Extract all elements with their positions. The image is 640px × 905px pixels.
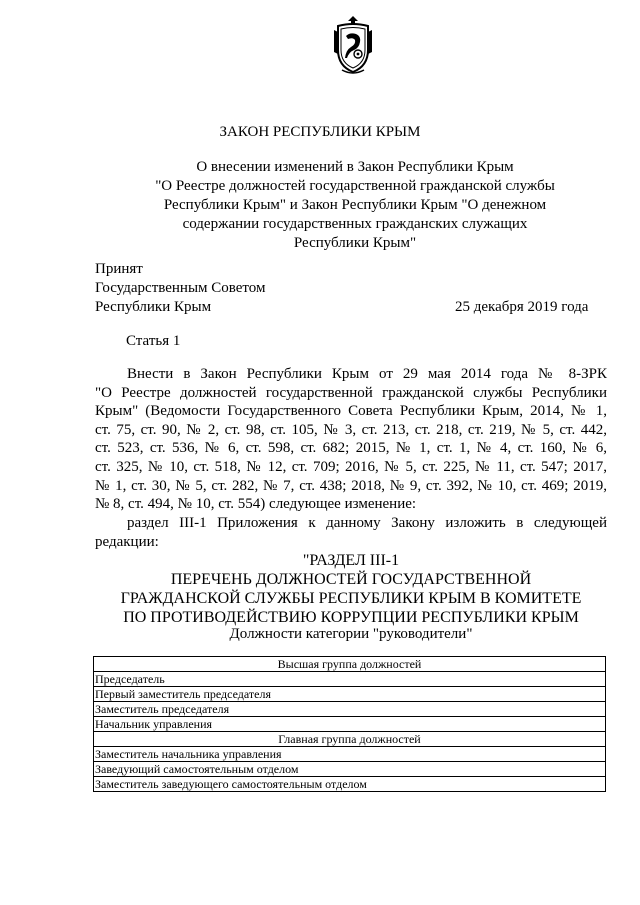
section-heading: [95, 551, 607, 627]
instruction-paragraph: [95, 514, 607, 551]
category-heading: Должности категории "руководители": [229, 626, 473, 642]
adoption-line: Принят: [95, 261, 143, 277]
paragraph-line: Крым" (Ведомости Государственного Совета Республики Крым, 2014, № 1,: [95, 403, 607, 420]
position-cell: Заместитель заведующего самостоятельным отделом: [94, 777, 606, 792]
subject-line: Республики Крым": [293, 235, 417, 251]
position-cell: Заведующий самостоятельным отделом: [94, 762, 606, 777]
paragraph-line: ст. 325, № 10, ст. 518, № 12, ст. 709; 2016, № 5, ст. 225, № 11, ст. 547; 2017,: [95, 458, 607, 475]
position-cell: Заместитель председателя: [94, 702, 606, 717]
table-row: [94, 732, 606, 747]
subject-line: О внесении изменений в Закон Республики Крым: [196, 159, 514, 175]
law-subject: [95, 158, 615, 253]
paragraph-line: ст. 523, ст. 536, № 6, ст. 598, ст. 682; 2015, № 1, ст. 1, № 4, ст. 160, № 6,: [95, 440, 607, 457]
paragraph-line: "О Реестре должностей государственной гражданской службы Республики: [95, 384, 607, 401]
adoption-line: Республики Крым: [95, 299, 212, 315]
paragraph-line: редакции:: [95, 533, 159, 550]
positions-table: [93, 656, 606, 792]
coat-of-arms-icon: [330, 14, 376, 74]
table-row: [94, 672, 606, 687]
table-row: [94, 747, 606, 762]
paragraph-line: раздел III-1 Приложения к данному Закону изложить в следующей: [127, 515, 607, 531]
position-cell: Заместитель начальника управления: [94, 747, 606, 762]
table-row: [94, 777, 606, 792]
section-heading-line: ГРАЖДАНСКОЙ СЛУЖБЫ РЕСПУБЛИКИ КРЫМ В КОМИТЕТЕ: [120, 590, 582, 607]
table-row: [94, 657, 606, 672]
adoption-date: 25 декабря 2019 года: [455, 299, 589, 315]
table-row: [94, 687, 606, 702]
table-row: [94, 762, 606, 777]
article-paragraph: [95, 365, 607, 514]
table-row: [94, 702, 606, 717]
group-heading-cell: Высшая группа должностей: [94, 657, 606, 672]
paragraph-line: Внести в Закон Республики Крым от 29 мая 2014 года № 8-ЗРК: [127, 366, 607, 382]
section-heading-line: ПЕРЕЧЕНЬ ДОЛЖНОСТЕЙ ГОСУДАРСТВЕННОЙ: [170, 571, 532, 588]
group-heading-cell: Главная группа должностей: [94, 732, 606, 747]
subject-line: Республики Крым" и Закон Республики Крым "О денежном: [163, 197, 547, 213]
paragraph-line: ст. 75, ст. 90, № 2, ст. 98, ст. 105, № 3, ст. 213, ст. 218, ст. 219, № 5, ст. 442,: [95, 421, 607, 438]
position-cell: Первый заместитель председателя: [94, 687, 606, 702]
position-cell: Начальник управления: [94, 717, 606, 732]
subject-line: содержании государственных гражданских служащих: [182, 216, 528, 232]
position-cell: Председатель: [94, 672, 606, 687]
section-heading-line: "РАЗДЕЛ III-1: [302, 552, 400, 569]
subject-line: "О Реестре должностей государственной гражданской службы: [155, 178, 555, 194]
table-row: [94, 717, 606, 732]
paragraph-line: № 1, ст. 30, № 5, ст. 282, № 7, ст. 438; 2018, № 9, ст. 392, № 10, ст. 469; 2019,: [95, 477, 607, 494]
paragraph-line: № 8, ст. 494, № 10, ст. 554) следующее изменение:: [95, 496, 417, 513]
article-heading: Статья 1: [126, 333, 181, 349]
adoption-line: Государственным Советом: [95, 280, 266, 296]
section-heading-line: ПО ПРОТИВОДЕЙСТВИЮ КОРРУПЦИИ РЕСПУБЛИКИ КРЫМ: [123, 609, 579, 626]
law-title: ЗАКОН РЕСПУБЛИКИ КРЫМ: [219, 124, 421, 140]
